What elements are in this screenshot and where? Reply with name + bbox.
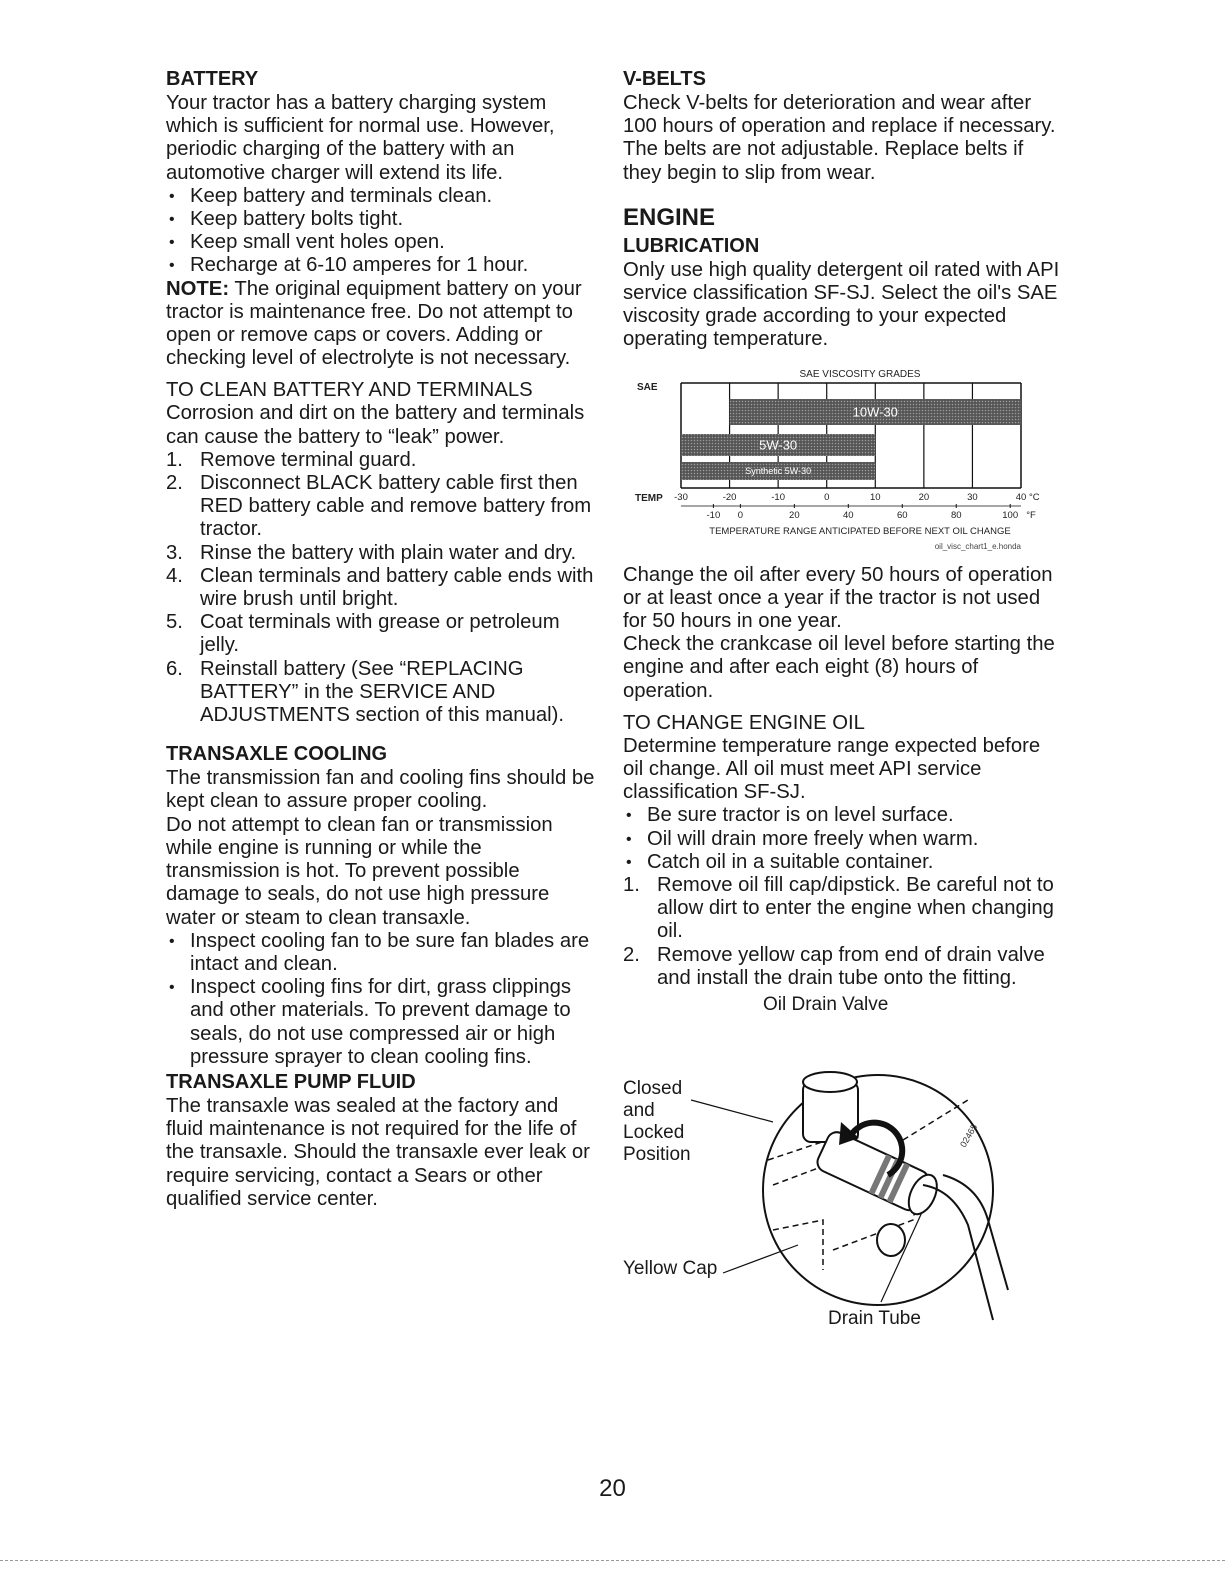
list-item: • Inspect cooling fan to be sure fan blades are intact and clean.: [166, 930, 596, 976]
list-item: 1. Remove terminal guard.: [166, 448, 417, 471]
battery-bullets: [166, 185, 596, 278]
list-item: • Recharge at 6-10 amperes for 1 hour.: [166, 254, 596, 277]
engine-heading: ENGINE: [623, 203, 716, 231]
chart-tick-label-c: 30: [967, 491, 978, 503]
list-item: 4. Clean terminals and battery cable ends with wire brush until bright.: [166, 564, 594, 611]
chart-tick-label-f: 60: [896, 509, 908, 521]
page-number: 20: [599, 1475, 626, 1502]
list-item: 1. Remove oil fill cap/dipstick. Be careful not to allow dirt to enter the engine when changing oil.: [623, 874, 1054, 943]
lubrication-heading: LUBRICATION: [623, 234, 760, 257]
change-oil-text: Change the oil after every 50 hours of operation or at least once a year if the tractor is not used for 50 hours in one year.: [623, 563, 1053, 633]
chart-bar-label: Synthetic 5W-30: [745, 465, 812, 476]
figure-title: Oil Drain Valve: [763, 994, 889, 1016]
chart-sae-label: SAE: [637, 381, 658, 393]
label-closed-locked: Closed and Locked Position: [623, 1078, 691, 1166]
note-text: The original equipment battery on your tractor is maintenance free. Do not attempt to open or remove caps or covers. Adding or checking level of electrolyte is not necessary.: [166, 277, 582, 370]
vbelts-heading: V-BELTS: [623, 68, 706, 90]
battery-heading: BATTERY: [166, 68, 259, 90]
bottom-divider: [0, 1560, 1225, 1561]
chart-source-code: oil_visc_chart1_e.honda: [934, 541, 1021, 551]
list-item: 2. Remove yellow cap from end of drain valve and install the drain tube onto the fitting.: [623, 943, 1045, 989]
chart-tick-label-c: -30: [674, 491, 688, 503]
list-item: • Keep battery bolts tight.: [166, 208, 596, 231]
list-item: • Keep small vent holes open.: [166, 231, 596, 254]
chart-tick-label-f: 0: [737, 509, 744, 521]
chart-tick-label-c: 10: [869, 491, 881, 503]
vbelts-text: Check V-belts for deterioration and wear after 100 hours of operation and replace if necessary. The belts are not adjustable. Replace belts if they begin to slip from wear.: [623, 92, 1056, 184]
list-item: • Keep battery and terminals clean.: [166, 185, 596, 208]
viscosity-chart-svg: [633, 358, 1053, 558]
change-oil-intro: Determine temperature range expected before oil change. All oil must meet API service classification SF-SJ.: [623, 734, 1041, 804]
list-item: • Catch oil in a suitable container.: [623, 851, 1063, 874]
chart-temp-label: TEMP: [635, 492, 663, 504]
chart-tick-label-c: 0: [824, 491, 830, 503]
clean-battery-steps: [166, 449, 596, 727]
list-item: 6. Reinstall battery (See “REPLACING BATTERY” in the SERVICE AND ADJUSTMENTS section of this manual).: [166, 657, 565, 727]
chart-tick-label-f: 80: [950, 509, 962, 521]
transaxle-cooling-p2: Do not attempt to clean fan or transmission while engine is running or while the transmission is hot. To prevent possible damage to seals, do not use high pressure water or steam to clean transaxle.: [166, 813, 553, 929]
note-label: NOTE:: [166, 277, 230, 300]
list-item: 5. Coat terminals with grease or petroleum jelly.: [166, 611, 560, 657]
chart-tick-label-c: 20: [918, 491, 930, 503]
right-column: [623, 66, 1063, 1335]
chart-unit-c: °C: [1029, 491, 1040, 503]
list-item: 3. Rinse the battery with plain water and dry.: [166, 541, 577, 564]
chart-tick-label-c: -20: [722, 491, 737, 503]
part-code: 02465: [958, 1122, 980, 1150]
change-oil-heading: TO CHANGE ENGINE OIL: [623, 711, 865, 734]
pump-fluid-heading: TRANSAXLE PUMP FLUID: [166, 1070, 416, 1093]
check-oil-text: Check the crankcase oil level before starting the engine and after each eight (8) hours of operation.: [623, 633, 1055, 702]
chart-tick-label-f: -10: [706, 509, 721, 521]
chart-tick-label-f: 20: [789, 509, 800, 521]
chart-ticks: [674, 492, 1040, 521]
label-drain-tube: Drain Tube: [828, 1308, 921, 1330]
chart-tick-label-f: 40: [843, 509, 854, 521]
chart-title: SAE VISCOSITY GRADES: [799, 368, 921, 380]
drain-valve-illustration: [623, 990, 1063, 1335]
battery-note: [166, 278, 596, 371]
chart-bar-label: 10W-30: [852, 404, 898, 420]
battery-intro: Your tractor has a battery charging system which is sufficient for normal use. However, periodic charging of the battery with an automotive charger will extend its life.: [166, 92, 555, 184]
list-item: 2. Disconnect BLACK battery cable first then RED battery cable and remove battery from tractor.: [166, 472, 592, 541]
chart-bar-label: 5W-30: [759, 437, 798, 453]
change-oil-steps: [623, 874, 1063, 990]
list-item: • Be sure tractor is on level surface.: [623, 804, 1063, 827]
chart-tick-label-c: -10: [771, 491, 786, 503]
viscosity-chart: [633, 358, 1053, 558]
transaxle-cooling-p1: The transmission fan and cooling fins should be kept clean to assure proper cooling.: [166, 767, 595, 813]
chart-tick-label-f: 100: [1002, 509, 1019, 521]
chart-unit-f: °F: [1026, 509, 1036, 521]
chart-tick-label-c: 40: [1015, 491, 1027, 503]
left-column: [166, 66, 596, 1211]
clean-battery-intro: Corrosion and dirt on the battery and terminals can cause the battery to “leak” power.: [166, 402, 585, 448]
transaxle-cooling-bullets: [166, 930, 596, 1069]
oil-drain-valve-figure: [623, 990, 1063, 1335]
change-oil-bullets: [623, 804, 1063, 874]
transaxle-cooling-heading: TRANSAXLE COOLING: [166, 743, 388, 766]
label-yellow-cap: Yellow Cap: [623, 1258, 718, 1280]
list-item: • Inspect cooling fins for dirt, grass clippings and other materials. To prevent damage to seals, do not use compressed air or high pressure sprayer to clean cooling fins.: [166, 976, 596, 1069]
list-item: • Oil will drain more freely when warm.: [623, 828, 1063, 851]
pump-fluid-text: The transaxle was sealed at the factory and fluid maintenance is not required for the life of the transaxle. Should the transaxle ever leak or require servicing, contact a Sears or other qualified service center.: [166, 1094, 590, 1210]
lubrication-text: Only use high quality detergent oil rated with API service classification SF-SJ. Select the oil's SAE viscosity grade according to your expected operating temperature.: [623, 258, 1060, 351]
clean-battery-heading: TO CLEAN BATTERY AND TERMINALS: [166, 379, 533, 402]
chart-xlabel: TEMPERATURE RANGE ANTICIPATED BEFORE NEXT OIL CHANGE: [709, 525, 1011, 537]
chart-bars: [681, 399, 1021, 480]
